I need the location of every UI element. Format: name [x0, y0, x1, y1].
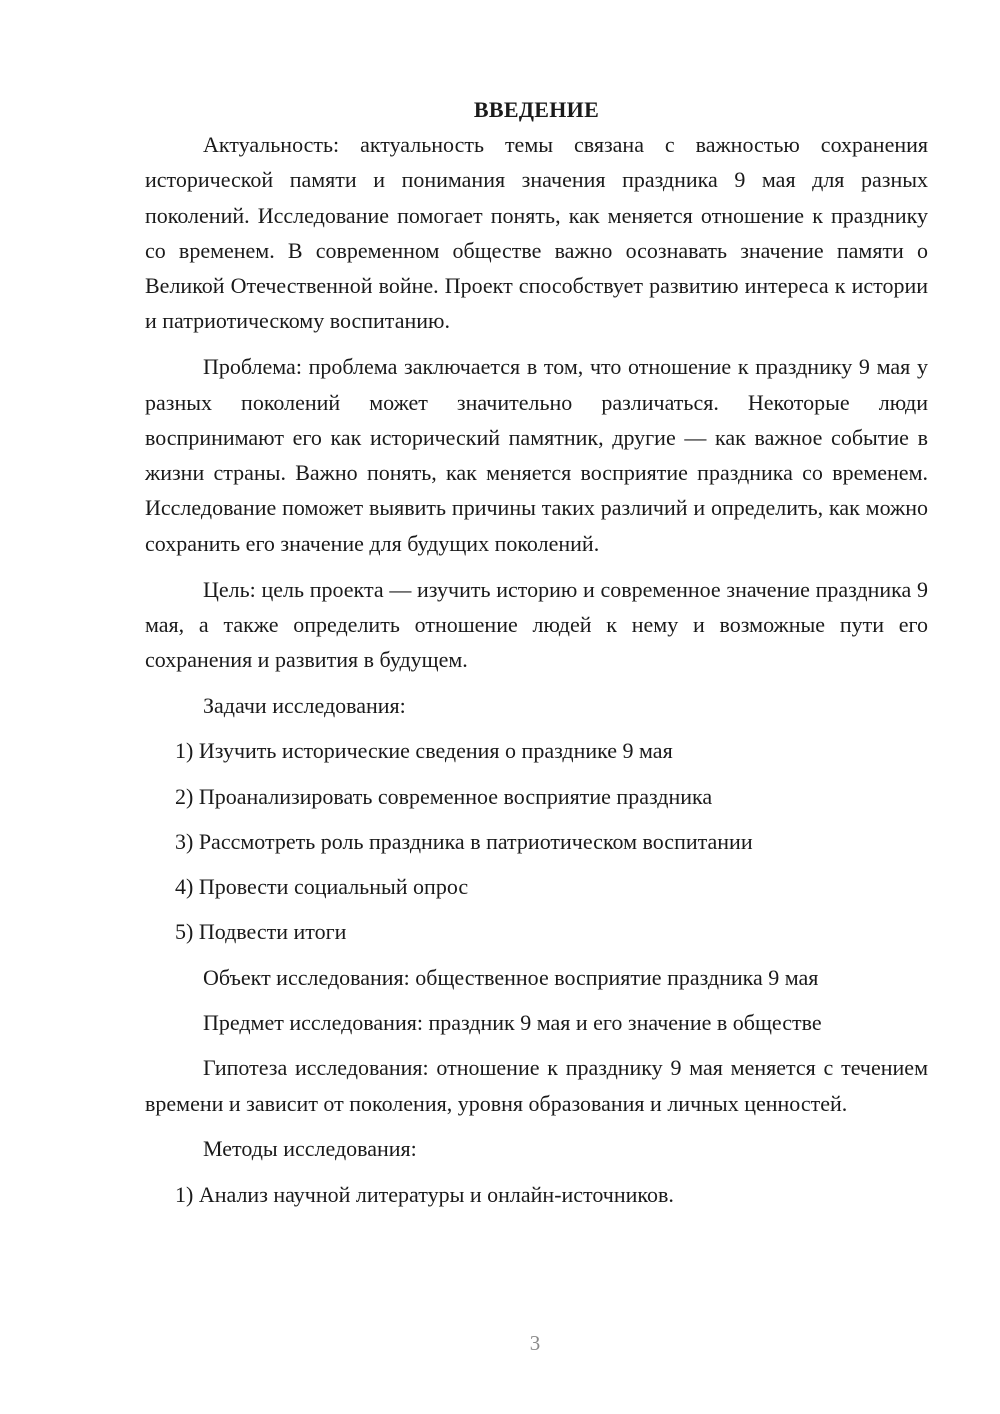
task-item: 5) Подвести итоги [175, 919, 347, 945]
methods-list [145, 1177, 928, 1212]
research-object: Объект исследования: общественное восприятие праздника 9 мая [203, 964, 819, 990]
task-item: 1) Изучить исторические сведения о празднике 9 мая [175, 738, 673, 764]
tasks-list [145, 733, 928, 949]
research-subject: Предмет исследования: праздник 9 мая и его значение в обществе [203, 1010, 822, 1036]
method-item: 1) Анализ научной литературы и онлайн-источников. [175, 1181, 674, 1207]
problem-paragraph: Проблема: проблема заключается в том, что отношение к празднику 9 мая у разных поколений может значительно различаться. Некоторые люди воспринимают его как исторический памятник, другие — как важное событие в жизни страны. Важно понять, как меняется восприятие праздника со временем. Исследование поможет выявить причины таких различий и определить, как можно сохранить его значение для будущих поколений. [145, 354, 928, 556]
section-title: ВВЕДЕНИЕ [473, 97, 600, 122]
document-page [145, 95, 928, 1222]
task-item: 2) Проанализировать современное восприятие праздника [175, 783, 713, 809]
goal-paragraph: Цель: цель проекта — изучить историю и современное значение праздника 9 мая, а также определить отношение людей к нему и возможные пути его сохранения и развития в будущем. [145, 576, 928, 673]
hypothesis-paragraph: Гипотеза исследования: отношение к празднику 9 мая меняется с течением времени и зависит от поколения, уровня образования и личных ценностей. [145, 1055, 928, 1116]
task-item: 3) Рассмотреть роль праздника в патриотическом воспитании [175, 828, 753, 854]
methods-heading: Методы исследования: [203, 1136, 417, 1162]
tasks-heading: Задачи исследования: [203, 692, 406, 718]
relevance-paragraph: Актуальность: актуальность темы связана с важностью сохранения исторической памяти и понимания значения праздника 9 мая для разных поколений. Исследование помогает понять, как меняется отношение к празднику со временем. В современном обществе важно осознавать значение памяти о Великой Отечественной войне. Проект способствует развитию интереса к истории и патриотическому воспитанию. [145, 132, 928, 334]
task-item: 4) Провести социальный опрос [175, 874, 469, 900]
page-number: 3 [529, 1331, 541, 1355]
